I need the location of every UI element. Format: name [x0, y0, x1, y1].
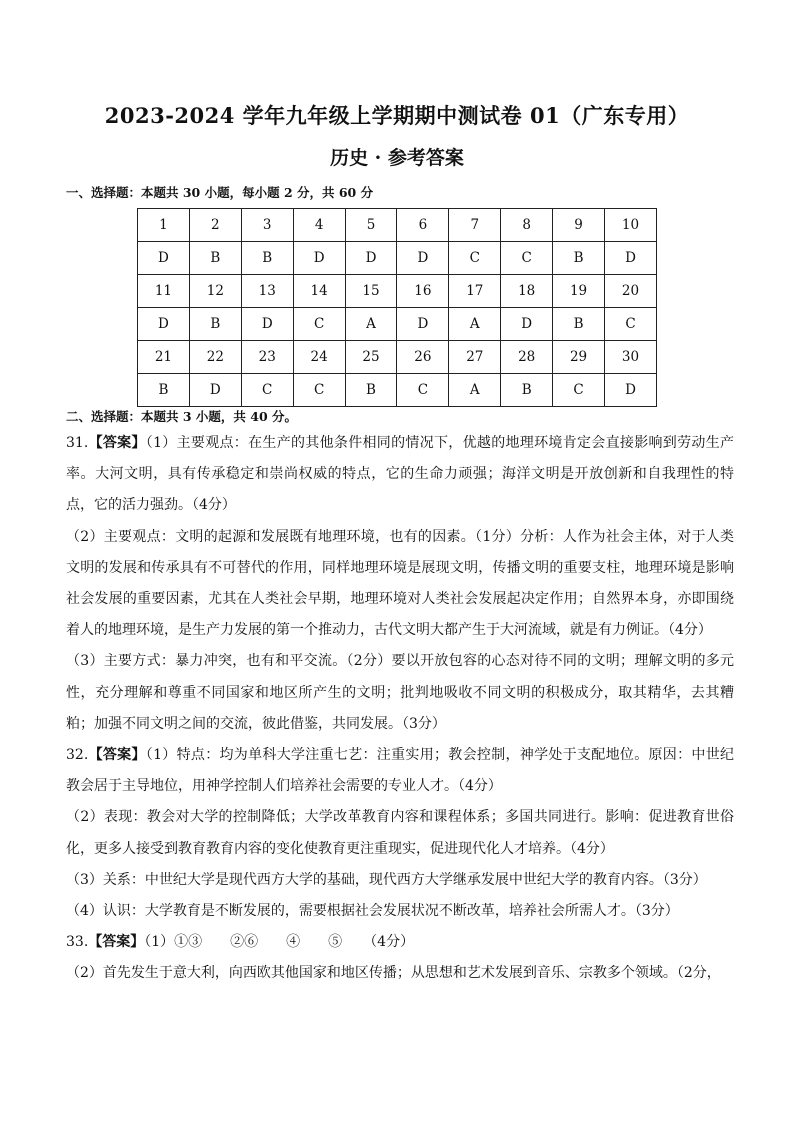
question-number-cell: 22: [189, 341, 241, 374]
answer-letter-cell: C: [501, 242, 553, 275]
answer-paragraph: [66, 865, 734, 896]
question-number-row: [138, 275, 657, 308]
answer-letter-cell: B: [501, 374, 553, 407]
answer-letter-cell: D: [605, 242, 657, 275]
answer-text: （1）①③ ②⑥ ④ ⑤ （4分）: [144, 934, 415, 951]
answer-letter-cell: D: [605, 374, 657, 407]
section1-heading: 一、选择题：本题共 30 小题，每小题 2 分，共 60 分: [66, 185, 374, 200]
answer-text: （3）关系：中世纪大学是现代西方大学的基础，现代西方大学继承发展中世纪大学的教育内容。（3分）: [66, 871, 707, 888]
question-number-row: [138, 341, 657, 374]
answer-text: （3）主要方式：暴力冲突，也有和平交流。（2分）要以开放包容的心态对待不同的文明；理解文明的多元性，充分理解和尊重不同国家和地区所产生的文明；批判地吸收不同文明的积极成分，取其精华，去其糟粕；加强不同文明之间的交流，彼此借鉴，共同发展。（3分）: [66, 653, 734, 732]
answer-letter-cell: D: [189, 374, 241, 407]
question-number-cell: 24: [293, 341, 345, 374]
answer-letter-cell: C: [553, 374, 605, 407]
answer-tag: 【答案】: [88, 934, 145, 951]
answer-paragraph: [66, 646, 734, 740]
answer-letter-cell: B: [189, 242, 241, 275]
question-number-cell: 20: [605, 275, 657, 308]
answer-tag: 【答案】: [88, 747, 146, 764]
answer-letter-cell: A: [449, 308, 501, 341]
question-number-cell: 28: [501, 341, 553, 374]
answer-paragraph: [66, 428, 734, 522]
answer-paragraph: [66, 958, 734, 989]
answer-text: （2）表现：教会对大学的控制降低；大学改革教育内容和课程体系；多国共同进行。影响：促进教育世俗化，更多人接受到教育教育内容的变化使教育更注重现实，促进现代化人才培养。（4分）: [66, 809, 734, 857]
answer-paragraph: [66, 522, 734, 647]
answer-body: [66, 428, 734, 990]
answer-letter-cell: D: [345, 242, 397, 275]
question-number-cell: 21: [138, 341, 190, 374]
answer-letter-cell: D: [293, 242, 345, 275]
section2-heading: 二、选择题：本题共 3 小题，共 40 分。: [66, 409, 298, 424]
answer-letter-cell: D: [138, 308, 190, 341]
question-number: 31.: [66, 435, 89, 451]
question-number-cell: 7: [449, 209, 501, 242]
answer-letter-cell: D: [397, 242, 449, 275]
question-number-row: [138, 209, 657, 242]
answer-letter-cell: C: [449, 242, 501, 275]
answer-text: （4）认识：大学教育是不断发展的，需要根据社会发展状况不断改革，培养社会所需人才。（3分）: [66, 903, 679, 920]
question-number-cell: 17: [449, 275, 501, 308]
answer-letter-cell: C: [397, 374, 449, 407]
answer-letter-cell: C: [293, 374, 345, 407]
question-number-cell: 12: [189, 275, 241, 308]
answer-letter-cell: B: [345, 374, 397, 407]
question-number-cell: 19: [553, 275, 605, 308]
question-number-cell: 9: [553, 209, 605, 242]
page-subtitle: 历史 · 参考答案: [330, 147, 464, 169]
answer-paragraph: [66, 896, 734, 927]
answer-text: （1）特点：均为单科大学注重七艺：注重实用；教会控制，神学处于支配地位。原因：中世纪教会居于主导地位，用神学控制人们培养社会需要的专业人才。（4分）: [66, 747, 735, 795]
question-number-cell: 25: [345, 341, 397, 374]
question-number-cell: 10: [605, 209, 657, 242]
answer-letter-cell: B: [138, 374, 190, 407]
answer-text: （2）主要观点：文明的起源和发展既有地理环境，也有的因素。（1分）分析：人作为社会主体，对于人类文明的发展和传承具有不可替代的作用，同样地理环境是展现文明，传播文明的重要支柱，地理环境是影响社会发展的重要因素，尤其在人类社会早期，地理环境对人类社会发展起决定作用；自然界本身，亦即围绕着人的地理环境，是生产力发展的第一个推动力，古代文明大都产生于大河流域，就是有力例证。（4分）: [66, 528, 734, 639]
answer-text: （1）主要观点：在生产的其他条件相同的情况下，优越的地理环境肯定会直接影响到劳动生产率。大河文明，具有传承稳定和崇尚权威的特点，它的生命力顽强；海洋文明是开放创新和自我理性的特点，它的活力强劲。（4分）: [66, 435, 735, 514]
answer-letter-cell: A: [345, 308, 397, 341]
question-number: 33.: [66, 934, 89, 951]
answer-letter-cell: C: [605, 308, 657, 341]
answer-text: （2）首先发生于意大利，向西欧其他国家和地区传播；从思想和艺术发展到音乐、宗教多个领域。（2分，: [66, 965, 721, 982]
question-number-cell: 2: [189, 209, 241, 242]
question-number-cell: 27: [449, 341, 501, 374]
question-number-cell: 23: [241, 341, 293, 374]
question-number-cell: 8: [501, 209, 553, 242]
answer-paragraph: [66, 740, 734, 802]
page-title: 2023-2024 学年九年级上学期期中测试卷 01（广东专用）: [104, 103, 690, 128]
question-number-cell: 13: [241, 275, 293, 308]
answer-letter-cell: B: [553, 242, 605, 275]
answer-letter-cell: D: [241, 308, 293, 341]
answer-table: [137, 208, 657, 407]
answer-paragraph: [66, 802, 734, 864]
question-number: 32.: [66, 747, 89, 764]
answer-letter-cell: B: [553, 308, 605, 341]
question-number-cell: 1: [138, 209, 190, 242]
answer-letter-cell: C: [241, 374, 293, 407]
answer-letter-cell: C: [293, 308, 345, 341]
question-number-cell: 14: [293, 275, 345, 308]
answer-letter-cell: D: [501, 308, 553, 341]
question-number-cell: 16: [397, 275, 449, 308]
question-number-cell: 6: [397, 209, 449, 242]
answer-letter-cell: B: [189, 308, 241, 341]
answer-letter-row: [138, 242, 657, 275]
answer-letter-cell: D: [397, 308, 449, 341]
question-number-cell: 29: [553, 341, 605, 374]
question-number-cell: 18: [501, 275, 553, 308]
answer-letter-cell: B: [241, 242, 293, 275]
question-number-cell: 26: [397, 341, 449, 374]
answer-letter-row: [138, 374, 657, 407]
answer-letter-cell: A: [449, 374, 501, 407]
question-number-cell: 4: [293, 209, 345, 242]
question-number-cell: 30: [605, 341, 657, 374]
question-number-cell: 11: [138, 275, 190, 308]
answer-paragraph: [66, 927, 734, 958]
answer-tag: 【答案】: [88, 435, 146, 451]
answer-letter-cell: D: [138, 242, 190, 275]
question-number-cell: 3: [241, 209, 293, 242]
question-number-cell: 15: [345, 275, 397, 308]
answer-letter-row: [138, 308, 657, 341]
question-number-cell: 5: [345, 209, 397, 242]
